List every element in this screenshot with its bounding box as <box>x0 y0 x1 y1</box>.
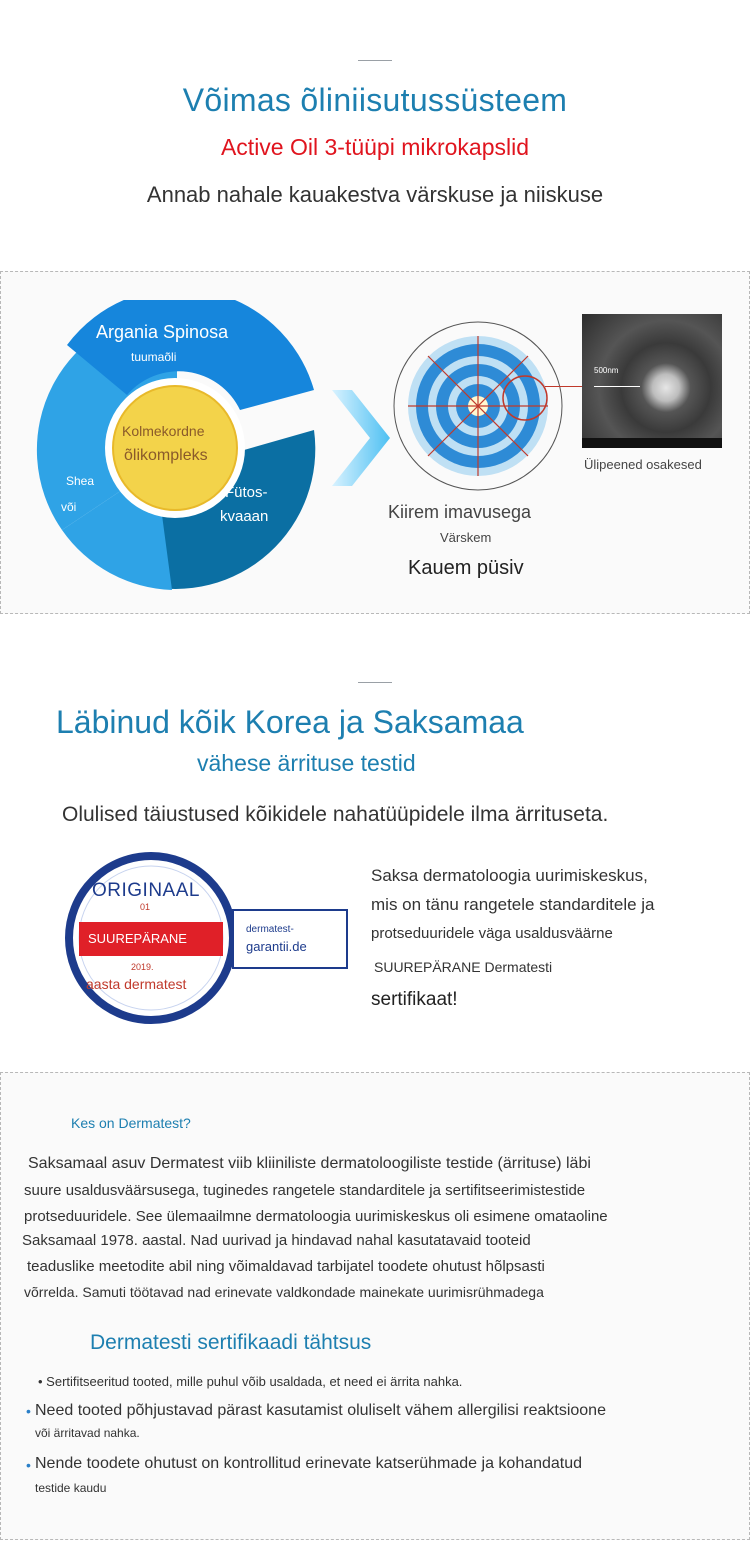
section-divider <box>358 60 392 61</box>
seg-left-sub: või <box>61 500 77 514</box>
section2-tagline: Olulised täiustused kõikidele nahatüüpidele ilma ärrituseta. <box>62 803 609 826</box>
badge-num: 01 <box>140 902 151 912</box>
cert-line3: protseduuridele väga usaldusväärne <box>371 925 613 942</box>
badge-bottom: aasta dermatest <box>86 976 187 992</box>
seg-top-sub: tuumaõli <box>131 350 177 364</box>
site-line1: dermatest- <box>246 924 294 935</box>
about-line: Saksamaal asuv Dermatest viib kliiniliste dermatoloogiliste testide (ärrituse) läbi <box>28 1155 591 1172</box>
bullet-dot-icon: • <box>26 1403 31 1419</box>
site-line2: garantii.de <box>246 939 307 954</box>
about-line: võrrelda. Samuti töötavad nad erinevate valdkondade mainekate uurimisrühmadega <box>24 1284 544 1300</box>
benefit-faster: Kiirem imavusega <box>388 502 532 522</box>
about-heading: Kes on Dermatest? <box>71 1115 191 1131</box>
connector-line <box>545 386 585 387</box>
seg-right-sub: kvaaan <box>220 508 269 525</box>
importance-bullet-sub: või ärritavad nahka. <box>35 1426 140 1440</box>
importance-bullet-sub: testide kaudu <box>35 1481 107 1495</box>
badge-top: ORIGINAAL <box>92 880 200 901</box>
section1-tagline: Annab nahale kauakestva värskuse ja niiskuse <box>146 182 604 207</box>
about-line: protseduuridele. See ülemaailmne dermatoloogia uurimiskeskus oli esimene omataoline <box>24 1208 608 1225</box>
about-line: teaduslike meetodite abil ning võimaldavad tarbijatel toodete ohutust hõlpsasti <box>27 1258 545 1275</box>
section2-subtitle: vähese ärrituse testid <box>197 750 416 776</box>
importance-heading: Dermatesti sertifikaadi tähtsus <box>90 1331 372 1354</box>
scale-arrow <box>594 386 640 387</box>
cert-line2: mis on tänu rangetele standarditele ja <box>371 895 655 914</box>
badge-ribbon-text: SUUREPÄRANE <box>88 931 187 946</box>
seg-right-title: Fütos- <box>225 484 268 501</box>
importance-bullet: Nende toodete ohutust on kontrollitud erinevate katserühmade ja kohandatud <box>35 1455 583 1472</box>
arrow-right-icon <box>332 390 390 486</box>
seg-left-title: Shea <box>66 474 95 488</box>
center-line1: Kolmekordne <box>122 423 205 439</box>
micrograph-caption: Ülipeened osakesed <box>584 457 702 472</box>
particle-micrograph <box>582 314 722 448</box>
about-line: suure usaldusväärsusega, tuginedes rangetele standarditele ja sertifitseerimistestide <box>24 1182 586 1199</box>
benefit-longer: Kauem püsiv <box>408 557 524 579</box>
section-divider <box>358 682 392 683</box>
cert-line1: Saksa dermatoloogia uurimiskeskus, <box>371 866 648 885</box>
center-line2: õlikompleks <box>124 447 208 464</box>
cert-line4: SUUREPÄRANE Dermatesti <box>374 959 553 975</box>
importance-bullet: Need tooted põhjustavad pärast kasutamist oluliselt vähem allergilisi reaktsioone <box>35 1402 606 1419</box>
about-line: Saksamaal 1978. aastal. Nad uurivad ja hindavad nahal kasutatavaid tooteid <box>22 1232 531 1249</box>
cert-line5: sertifikaat! <box>371 989 458 1010</box>
scale-label: 500nm <box>594 366 619 375</box>
microcapsule-icon <box>390 318 566 494</box>
micrograph-footer <box>582 438 722 448</box>
section1-subtitle: Active Oil 3-tüüpi mikrokapslid <box>220 134 530 160</box>
section2-title: Läbinud kõik Korea ja Saksamaa <box>56 704 524 740</box>
seg-top-title: Argania Spinosa <box>96 322 229 342</box>
bullet-dot-icon: • <box>26 1457 31 1473</box>
benefit-fresher: Värskem <box>440 530 492 545</box>
badge-year: 2019. <box>131 962 154 972</box>
importance-bullet: • Sertifitseeritud tooted, mille puhul võib usaldada, et need ei ärrita nahka. <box>38 1374 463 1389</box>
section1-title: Võimas õliniisutussüsteem <box>182 82 568 118</box>
